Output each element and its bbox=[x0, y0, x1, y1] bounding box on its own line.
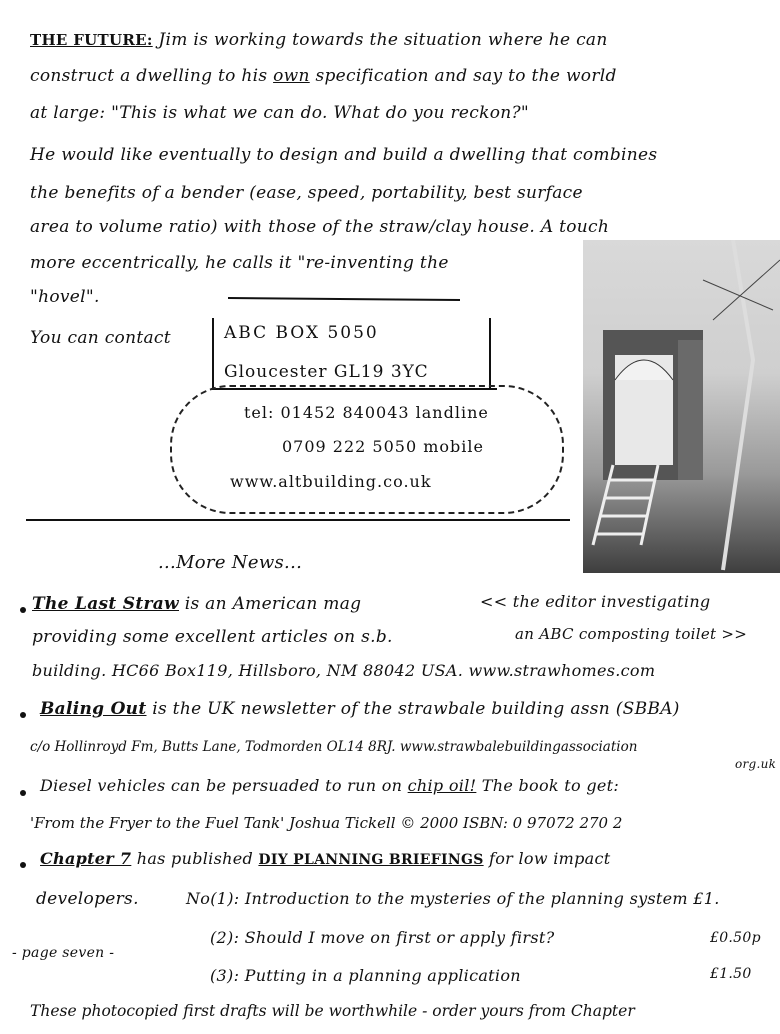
website-link[interactable]: www.altbuilding.co.uk bbox=[230, 472, 432, 491]
section-divider bbox=[26, 519, 570, 521]
baling-out-title: Baling Out bbox=[40, 699, 147, 719]
news-item-3-line-2: 'From the Fryer to the Fuel Tank' Joshua Tickell © 2000 ISBN: 0 97072 270 2 bbox=[30, 814, 623, 832]
photo-caption-1: << the editor investigating bbox=[480, 592, 711, 611]
intro-line-5: the benefits of a bender (ease, speed, portability, best surface bbox=[30, 183, 583, 203]
intro-line-7: more eccentrically, he calls it "re-inventing the bbox=[30, 253, 449, 273]
intro-line-6: area to volume ratio) with those of the straw/clay house. A touch bbox=[30, 217, 610, 237]
news-item-4-line-1: Chapter 7 has published DIY PLANNING BRIEFINGS for low impact bbox=[40, 849, 611, 868]
bullet-4 bbox=[20, 862, 26, 868]
briefing-2-price: £0.50p bbox=[710, 930, 761, 946]
briefing-3: (3): Putting in a planning application bbox=[210, 966, 521, 985]
briefing-2: (2): Should I move on first or apply first? bbox=[210, 928, 555, 947]
last-straw-title: The Last Straw bbox=[32, 594, 179, 614]
address-line-2: Gloucester GL19 3YC bbox=[224, 362, 429, 382]
news-item-2-line-3: org.uk bbox=[735, 757, 777, 771]
photo-caption-2: an ABC composting toilet >> bbox=[515, 625, 748, 643]
news-item-4-line-2: developers. bbox=[36, 889, 139, 909]
news-item-3-line-1: Diesel vehicles can be persuaded to run on chip oil! The book to get: bbox=[40, 776, 620, 795]
news-item-2-line-2: c/o Hollinroyd Fm, Butts Lane, Todmorden OL14 8RJ. www.strawbalebuildingassociation bbox=[30, 739, 638, 755]
contact-lead: You can contact bbox=[30, 328, 171, 348]
composting-toilet-photo bbox=[583, 240, 780, 573]
intro-line-4: He would like eventually to design and build a dwelling that combines bbox=[30, 145, 658, 165]
news-item-1-line-3: building. HC66 Box119, Hillsboro, NM 88042 USA. www.strawhomes.com bbox=[32, 661, 656, 680]
intro-line-2: construct a dwelling to his own specification and say to the world bbox=[30, 66, 617, 86]
intro-line-8: "hovel". bbox=[30, 287, 100, 307]
news-item-1-line-2: providing some excellent articles on s.b. bbox=[32, 627, 393, 647]
chapter-7-title: Chapter 7 bbox=[40, 849, 132, 868]
briefing-3-price: £1.50 bbox=[710, 966, 752, 982]
photo-illustration bbox=[583, 240, 780, 573]
bullet-3 bbox=[20, 790, 26, 796]
tel-landline: tel: 01452 840043 landline bbox=[244, 403, 489, 422]
intro-line-3: at large: "This is what we can do. What do you reckon?" bbox=[30, 103, 530, 123]
bullet-1 bbox=[20, 607, 26, 613]
intro-line-1: THE FUTURE: Jim is working towards the situation where he can bbox=[30, 30, 608, 50]
bullet-2 bbox=[20, 712, 26, 718]
briefing-1: No(1): Introduction to the mysteries of the planning system £1. bbox=[186, 889, 720, 908]
tel-mobile: 0709 222 5050 mobile bbox=[282, 437, 484, 456]
news-item-2-line-1: Baling Out is the UK newsletter of the strawbale building assn (SBBA) bbox=[40, 699, 680, 719]
section-label: THE FUTURE: bbox=[30, 31, 153, 49]
news-item-1-line-1: The Last Straw is an American mag bbox=[32, 594, 362, 614]
address-line-1: ABC BOX 5050 bbox=[224, 323, 379, 343]
page-number: - page seven - bbox=[12, 945, 115, 961]
address-box-top bbox=[228, 297, 460, 301]
more-news-heading: ...More News... bbox=[158, 552, 303, 573]
final-note: These photocopied first drafts will be worthwhile - order yours from Chapter bbox=[30, 1002, 635, 1020]
